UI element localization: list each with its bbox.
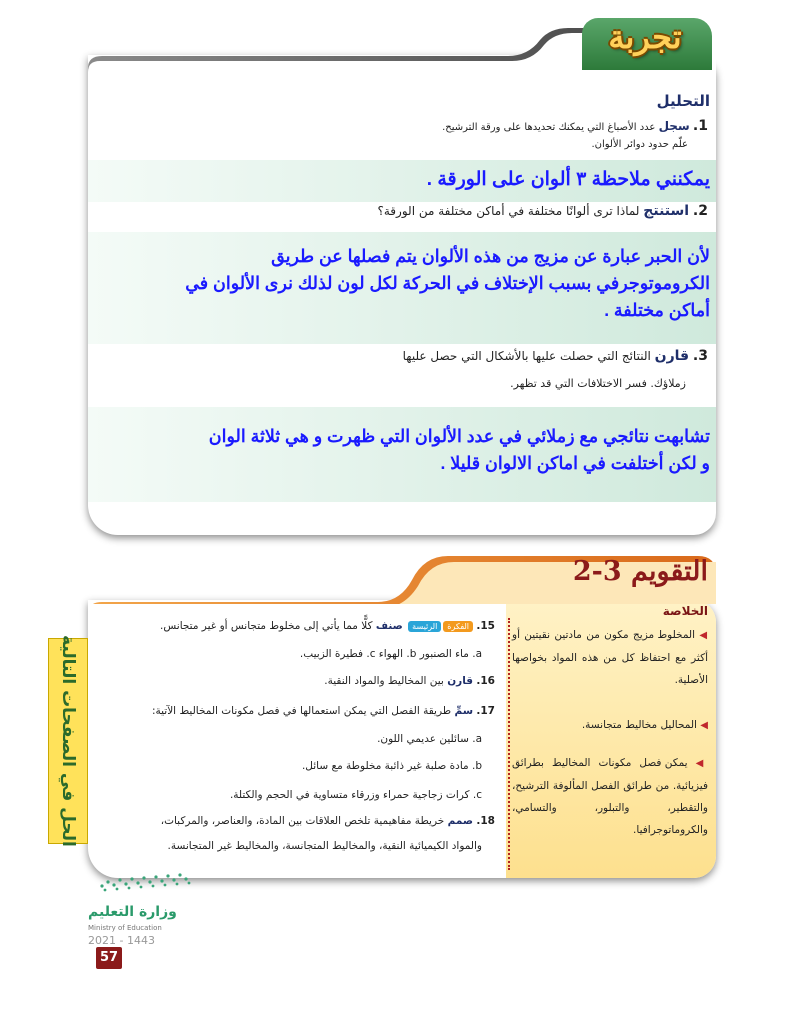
review-18-text: خريطة مفاهيمية تلخص العلاقات بين المادة، والعناصر، والمركبات، <box>160 815 445 827</box>
summary-item-2 <box>512 714 708 737</box>
bullet-icon: ◀ <box>700 720 708 731</box>
column-divider <box>508 618 514 870</box>
question-1-verb: سجل <box>658 119 690 133</box>
question-1 <box>442 118 708 134</box>
review-15-text: كلًّا مما يأتي إلى مخلوط متجانس أو غير متجانس. <box>160 620 373 632</box>
summary-title: الخلاصة <box>662 604 708 618</box>
ministry-name-english: Ministry of Education <box>88 924 162 932</box>
review-17-option-b: b. مادة صلبة غير ذائبة مخلوطة مع سائل. <box>301 760 482 772</box>
side-label-text: الحل في الصفحات التالية <box>58 635 78 847</box>
assessment-title: التقويم 3-2 <box>572 556 708 587</box>
answer-3-line-2: و لكن أختلفت في اماكن الالوان قليلا . <box>440 453 710 473</box>
ministry-name-arabic: وزارة التعليم <box>88 904 177 920</box>
bullet-icon: ◀ <box>699 630 708 641</box>
review-18-number: 18. <box>476 815 495 827</box>
review-15-verb: صنف <box>375 620 403 632</box>
review-17-option-a: a. سائلين عديمي اللون. <box>377 733 482 745</box>
question-1-subtext: علّم حدود دوائر الألوان. <box>591 139 688 150</box>
question-1-number: 1. <box>692 118 708 134</box>
review-18-verb: صمم <box>447 815 474 827</box>
answer-2-line-2: الكروموتوجرفي بسبب الإختلاف في الحركة لكل لون لذلك نرى الألوان في <box>185 273 710 293</box>
summary-item-3 <box>512 752 708 841</box>
summary-item-1 <box>512 624 708 691</box>
question-3-text: النتائج التي حصلت عليها بالأشكال التي حصل عليها <box>402 349 651 363</box>
answer-3-line-1: تشابهت نتائجي مع زملائي في عدد الألوان التي ظهرت و هي ثلاثة الوان <box>208 426 710 446</box>
summary-item-3-text: يمكن فصل مكونات المخاليط بطرائق فيزيائية. من طرائق الفصل المألوفة الترشيح، والتقطير، والتبلور، والتسامي، والكروماتوجرافيا. <box>512 757 708 836</box>
question-3-subtext: زملاؤك. فسر الاختلافات التي قد تظهر. <box>510 377 686 390</box>
ministry-logo-icon <box>98 870 194 892</box>
review-15-options: a. ماء الصنبور b. الهواء c. فطيرة الزبيب. <box>299 648 482 660</box>
question-2 <box>378 203 709 219</box>
question-3 <box>403 348 708 364</box>
bullet-icon: ◀ <box>695 758 708 769</box>
review-17-text: طريقة الفصل التي يمكن استعمالها في فصل مكونات المخاليط الآتية: <box>151 705 452 717</box>
badge-main-idea-2: الرئيسة <box>408 621 441 632</box>
answer-3 <box>209 423 710 477</box>
review-question-17 <box>152 705 495 717</box>
answer-2-line-1: لأن الحبر عبارة عن مزيج من هذه الألوان يتم فصلها عن طريق <box>271 246 710 266</box>
question-2-text: لماذا ترى ألوانًا مختلفة في أماكن مختلفة من الورقة؟ <box>377 204 640 218</box>
answer-2 <box>185 243 710 324</box>
question-2-number: 2. <box>692 203 708 219</box>
review-question-15 <box>160 620 495 632</box>
review-16-text: بين المخاليط والمواد النقية. <box>324 675 444 687</box>
section-title-analysis: التحليل <box>656 92 710 110</box>
solution-side-label <box>48 635 88 847</box>
question-2-verb: استنتج <box>643 203 690 219</box>
review-17-number: 17. <box>476 705 495 717</box>
answer-1: يمكنني ملاحظة ٣ ألوان على الورقة . <box>426 169 710 190</box>
question-3-verb: قارن <box>654 348 690 364</box>
review-17-verb: سمِّ <box>454 705 474 717</box>
question-3-number: 3. <box>692 348 708 364</box>
review-17-option-c: c. كرات زجاجية حمراء وزرقاء متساوية في الحجم والكتلة. <box>229 789 482 801</box>
review-question-16 <box>324 675 495 687</box>
review-18-continuation: والمواد الكيميائية النقية، والمخاليط المتجانسة، والمخاليط غير المتجانسة. <box>167 840 482 852</box>
summary-item-2-text: المحاليل مخاليط متجانسة. <box>581 719 697 731</box>
answer-2-line-3: أماكن مختلفة . <box>604 300 710 320</box>
review-15-number: 15. <box>476 620 495 632</box>
summary-item-1-text: المخلوط مزيج مكون من مادتين نقيتين أو أكثر مع احتفاظ كل من هذه المواد بخواصها الأصلية. <box>512 629 708 686</box>
review-16-number: 16. <box>476 675 495 687</box>
question-1-text: عدد الأصباغ التي يمكنك تحديدها على ورقة الترشيح. <box>442 122 656 133</box>
experiment-header-title: تجربة <box>608 18 682 56</box>
page-number: 57 <box>96 947 122 969</box>
badge-main-idea-1: الفكرة <box>443 621 473 632</box>
edition-year: 2021 - 1443 <box>88 934 155 947</box>
review-question-18 <box>161 815 495 827</box>
review-16-verb: قارن <box>447 675 474 687</box>
